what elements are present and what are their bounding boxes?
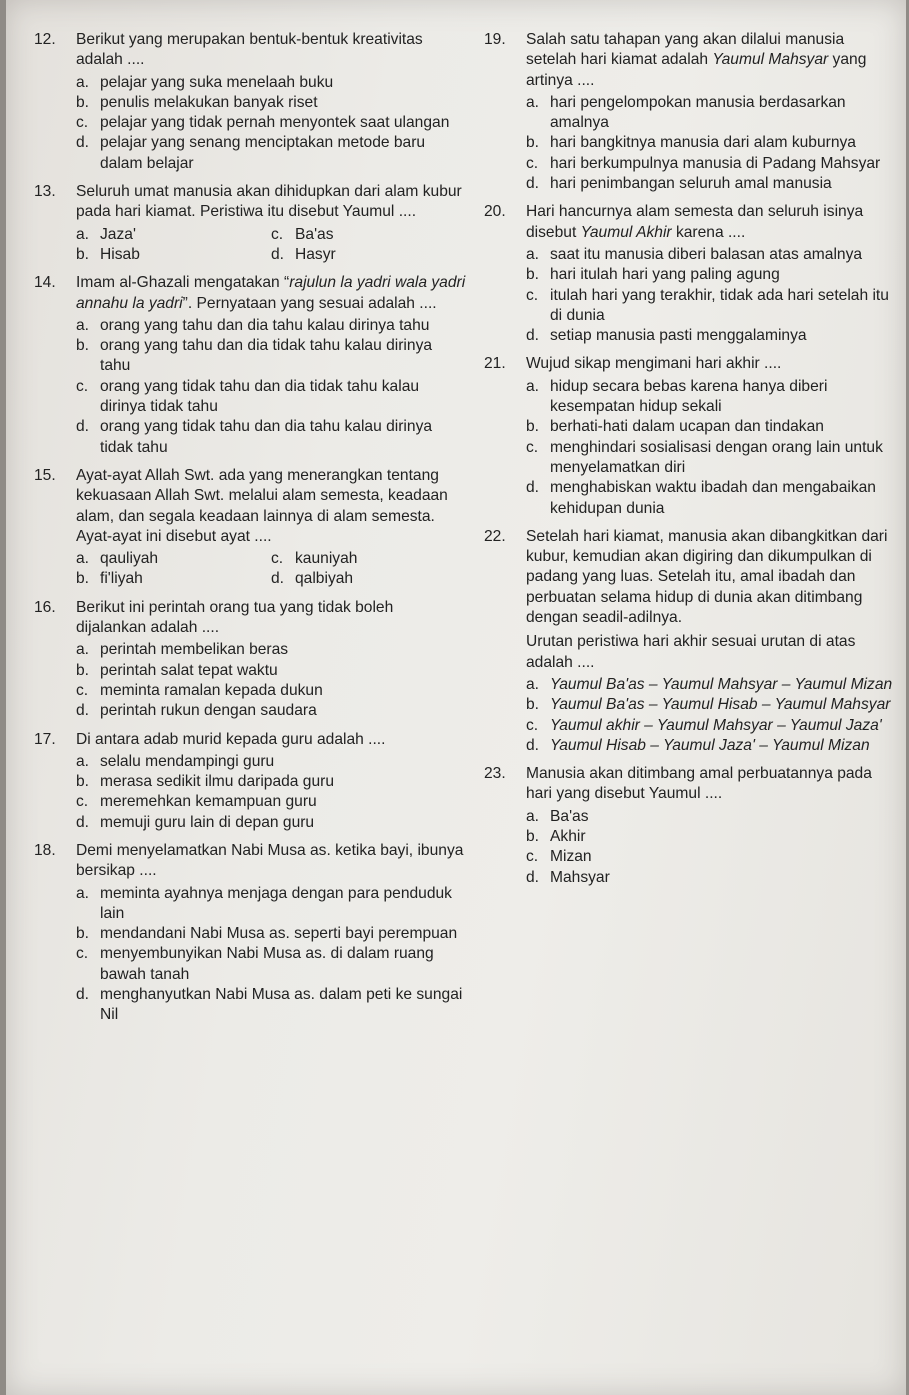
question-text: Salah satu tahapan yang akan dilalui manusia setelah hari kiamat adalah Yaumul Mahsyar yang artinya .... xyxy=(526,31,867,89)
option-c: c. Yaumul akhir – Yaumul Mahsyar – Yaumul Jaza' xyxy=(526,716,882,734)
option-c: c. meremehkan kemampuan guru xyxy=(76,793,317,811)
options xyxy=(76,549,466,590)
question-text: Hari hancurnya alam semesta dan seluruh isinya disebut Yaumul Akhir karena .... xyxy=(526,203,864,241)
option-c: c. meminta ramalan kepada dukun xyxy=(76,681,323,699)
question-text: Wujud sikap mengimani hari akhir .... xyxy=(526,355,782,373)
option-c: c. pelajar yang tidak pernah menyontek saat ulangan xyxy=(76,114,450,132)
options xyxy=(76,752,466,833)
option-c: c. menghindari sosialisasi dengan orang lain untuk menyelamatkan diri xyxy=(526,438,883,476)
option-a: a. meminta ayahnya menjaga dengan para penduduk lain xyxy=(76,884,452,922)
question-text: Demi menyelamatkan Nabi Musa as. ketika bayi, ibunya bersikap .... xyxy=(76,841,464,880)
option-a: a. qauliyah xyxy=(76,550,159,568)
option-c: c. kauniyah xyxy=(271,550,358,568)
options xyxy=(76,73,466,174)
option-b: b. orang yang tahu dan dia tidak tahu kalau dirinya tahu xyxy=(76,337,433,375)
question-number: 13. xyxy=(34,183,56,201)
options xyxy=(76,316,466,458)
question-text: Ayat-ayat Allah Swt. ada yang menerangkan tentang kekuasaan Allah Swt. melalui alam semesta, keadaan alam, dan segala keadaan lainnya di alam semesta. Ayat-ayat ini disebut ayat .... xyxy=(76,466,448,545)
question-number: 16. xyxy=(34,598,56,616)
question-number: 19. xyxy=(484,31,506,48)
question-17 xyxy=(34,730,466,833)
option-b: b. mendandani Nabi Musa as. seperti bayi perempuan xyxy=(76,925,458,943)
option-b: b. Hisab xyxy=(76,245,140,263)
option-d: d. qalbiyah xyxy=(271,570,354,588)
question-13 xyxy=(34,182,466,265)
options xyxy=(76,225,466,266)
option-c: c. itulah hari yang terakhir, tidak ada hari setelah itu di dunia xyxy=(526,286,889,324)
option-c: c. Mizan xyxy=(526,848,592,866)
question-20 xyxy=(484,202,896,346)
option-a: a. hidup secara bebas karena hanya diberi kesempatan hidup sekali xyxy=(526,377,828,416)
option-a: a. Yaumul Ba'as – Yaumul Mahsyar – Yaumul Mizan xyxy=(526,675,893,693)
option-c: c. menyembunyikan Nabi Musa as. di dalam ruang bawah tanah xyxy=(76,945,434,983)
question-12 xyxy=(34,30,466,174)
option-d: d. menghabiskan waktu ibadah dan mengabaikan kehidupan dunia xyxy=(526,479,876,517)
question-19 xyxy=(484,30,896,194)
option-a: a. saat itu manusia diberi balasan atas amalnya xyxy=(526,245,863,263)
question-number: 20. xyxy=(484,203,506,221)
option-a: a. selalu mendampingi guru xyxy=(76,752,275,770)
question-number: 12. xyxy=(34,31,56,48)
question-14 xyxy=(34,273,466,458)
question-text: Seluruh umat manusia akan dihidupkan dari alam kubur pada hari kiamat. Peristiwa itu disebut Yaumul .... xyxy=(76,183,462,221)
question-16 xyxy=(34,598,466,722)
question-21 xyxy=(484,354,896,518)
options xyxy=(526,377,896,519)
question-number: 17. xyxy=(34,730,56,748)
question-number: 23. xyxy=(484,765,506,783)
option-d: d. orang yang tidak tahu dan dia tahu kalau dirinya tidak tahu xyxy=(76,418,433,456)
option-a: a. perintah membelikan beras xyxy=(76,641,289,659)
option-d: d. perintah rukun dengan saudara xyxy=(76,702,317,720)
left-column xyxy=(34,30,466,1034)
arabic-quote: rajulun la yadri wala yadri annahu la yadri xyxy=(76,274,466,312)
option-a: a. orang yang tahu dan dia tahu kalau dirinya tahu xyxy=(76,316,430,334)
question-number: 21. xyxy=(484,355,506,373)
option-b: b. merasa sedikit ilmu daripada guru xyxy=(76,773,335,791)
options xyxy=(526,675,896,756)
option-d: d. pelajar yang senang menciptakan metode baru dalam belajar xyxy=(76,134,426,172)
option-a: a. hari pengelompokan manusia berdasarkan amalnya xyxy=(526,93,846,132)
option-d: d. setiap manusia pasti menggalaminya xyxy=(526,327,807,345)
question-text: Berikut yang merupakan bentuk-bentuk kreativitas adalah .... xyxy=(76,31,423,69)
option-b: b. Yaumul Ba'as – Yaumul Hisab – Yaumul Mahsyar xyxy=(526,696,891,714)
question-number: 14. xyxy=(34,274,56,292)
question-number: 18. xyxy=(34,841,56,859)
option-c: c. hari berkumpulnya manusia di Padang Mahsyar xyxy=(526,154,881,172)
option-d: d. Mahsyar xyxy=(526,868,610,886)
option-b: b. hari itulah hari yang paling agung xyxy=(526,266,780,284)
option-d: d. Hasyr xyxy=(271,245,336,263)
question-23 xyxy=(484,764,896,888)
question-text: Imam al-Ghazali mengatakan “rajulun la yadri wala yadri annahu la yadri”. Pernyataan yang sesuai adalah .... xyxy=(76,274,466,312)
options xyxy=(76,640,466,721)
option-b: b. berhati-hati dalam ucapan dan tindakan xyxy=(526,418,824,436)
option-d: d. menghanyutkan Nabi Musa as. dalam peti ke sungai Nil xyxy=(76,986,463,1024)
options xyxy=(526,93,896,194)
option-a: a. Ba'as xyxy=(526,807,589,825)
question-number: 15. xyxy=(34,466,56,484)
options xyxy=(526,245,896,346)
right-column xyxy=(484,30,896,896)
question-22 xyxy=(484,527,896,756)
question-18 xyxy=(34,841,466,1026)
option-d: d. hari penimbangan seluruh amal manusia xyxy=(526,175,832,193)
option-b: b. fi'liyah xyxy=(76,570,143,588)
question-prompt: Urutan peristiwa hari akhir sesuai urutan di atas adalah .... xyxy=(526,633,856,671)
question-text: Manusia akan ditimbang amal perbuatannya pada hari yang disebut Yaumul .... xyxy=(526,765,872,803)
option-c: c. orang yang tidak tahu dan dia tidak tahu kalau dirinya tidak tahu xyxy=(76,377,420,416)
option-d: d. Yaumul Hisab – Yaumul Jaza' – Yaumul Mizan xyxy=(526,736,870,754)
option-d: d. memuji guru lain di depan guru xyxy=(76,813,315,831)
option-a: a. pelajar yang suka menelaah buku xyxy=(76,73,334,91)
options xyxy=(526,807,896,888)
options xyxy=(76,884,466,1026)
question-text: Setelah hari kiamat, manusia akan dibangkitkan dari kubur, kemudian akan digiring dan dikumpulkan di padang yang luas. Setelah itu, amal ibadah dan perbuatan selama hidup di dunia akan ditimbang dengan seadil-adilnya. xyxy=(526,527,888,627)
question-text: Di antara adab murid kepada guru adalah .... xyxy=(76,730,386,748)
option-b: b. Akhir xyxy=(526,827,586,845)
option-b: b. perintah salat tepat waktu xyxy=(76,661,278,679)
question-number: 22. xyxy=(484,527,506,545)
option-b: b. hari bangkitnya manusia dari alam kuburnya xyxy=(526,134,856,152)
worksheet-page xyxy=(6,0,906,1395)
option-b: b. penulis melakukan banyak riset xyxy=(76,93,318,111)
question-15 xyxy=(34,466,466,590)
question-text: Berikut ini perintah orang tua yang tidak boleh dijalankan adalah .... xyxy=(76,598,394,637)
option-c: c. Ba'as xyxy=(271,225,334,243)
option-a: a. Jaza' xyxy=(76,225,136,243)
